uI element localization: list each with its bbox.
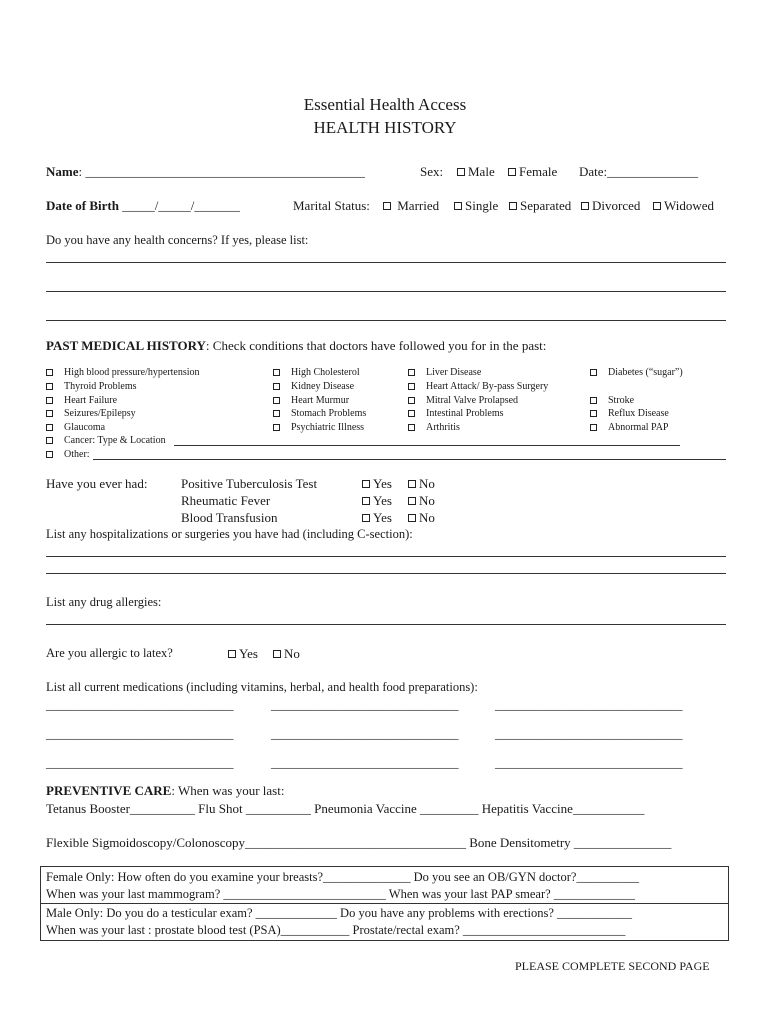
- ever-had-label: Have you ever had:: [46, 476, 148, 491]
- condition-item[interactable]: High blood pressure/hypertension: [64, 367, 200, 378]
- preventive-line-1[interactable]: Tetanus Booster__________ Flu Shot __________ Pneumonia Vaccine _________ Hepatitis Vaccine___________: [46, 801, 645, 816]
- medication-blank[interactable]: ______________________________: [271, 698, 459, 712]
- condition-item[interactable]: Stroke: [608, 395, 634, 406]
- checkbox-icon[interactable]: [408, 514, 416, 522]
- date-field[interactable]: Date:______________: [579, 164, 699, 179]
- medication-blank[interactable]: ______________________________: [46, 698, 234, 712]
- checkbox-icon[interactable]: [362, 480, 370, 488]
- checkbox-icon[interactable]: [46, 410, 53, 417]
- ever-had-item: Rheumatic Fever: [181, 493, 271, 508]
- preventive-line-2[interactable]: Flexible Sigmoidoscopy/Colonoscopy__________________________________ Bone Densitometry _______________: [46, 835, 672, 850]
- condition-item[interactable]: Arthritis: [426, 422, 460, 433]
- checkbox-icon[interactable]: [46, 369, 53, 376]
- dob-row: [46, 198, 240, 214]
- org-name: Essential Health Access: [303, 95, 467, 114]
- checkbox-icon[interactable]: [362, 497, 370, 505]
- latex-prompt: Are you allergic to latex?: [46, 646, 173, 660]
- form-title: HEALTH HISTORY: [313, 118, 457, 137]
- condition-item[interactable]: Glaucoma: [64, 422, 105, 433]
- condition-item[interactable]: High Cholesterol: [291, 367, 360, 378]
- checkbox-icon[interactable]: [383, 202, 391, 210]
- checkbox-icon[interactable]: [581, 202, 589, 210]
- medications-prompt: List all current medications (including vitamins, herbal, and health food preparations):: [46, 680, 478, 694]
- sex-male-option[interactable]: Male: [457, 164, 495, 180]
- checkbox-icon[interactable]: [273, 424, 280, 431]
- medication-blank[interactable]: ______________________________: [495, 698, 683, 712]
- checkbox-icon[interactable]: [273, 397, 280, 404]
- preventive-heading-row: [46, 783, 284, 799]
- latex-yes-option[interactable]: Yes: [228, 646, 258, 662]
- preventive-instruction: : When was your last:: [171, 783, 285, 798]
- no-option[interactable]: No: [408, 510, 435, 526]
- cancer-item[interactable]: Cancer: Type & Location: [64, 435, 166, 446]
- condition-item[interactable]: Stomach Problems: [291, 408, 366, 419]
- condition-item[interactable]: Diabetes (“sugar”): [608, 367, 683, 378]
- checkbox-icon[interactable]: [590, 369, 597, 376]
- condition-item[interactable]: Abnormal PAP: [608, 422, 668, 433]
- yes-option[interactable]: Yes: [362, 493, 392, 509]
- checkbox-icon[interactable]: [46, 451, 53, 458]
- condition-item[interactable]: Seizures/Epilepsy: [64, 408, 136, 419]
- allergies-prompt: List any drug allergies:: [46, 595, 162, 609]
- checkbox-icon[interactable]: [46, 437, 53, 444]
- marital-label: Marital Status:: [293, 198, 370, 213]
- no-option[interactable]: No: [408, 493, 435, 509]
- checkbox-icon[interactable]: [408, 497, 416, 505]
- name-row: [46, 164, 365, 180]
- name-label: Name: [46, 164, 79, 179]
- male-question-1[interactable]: Male Only: Do you do a testicular exam? _____________ Do you have any problems with erections? ____________: [46, 906, 632, 920]
- checkbox-icon[interactable]: [273, 383, 280, 390]
- medication-blank[interactable]: ______________________________: [495, 756, 683, 770]
- condition-item[interactable]: Heart Attack/ By-pass Surgery: [426, 381, 548, 392]
- condition-item[interactable]: Mitral Valve Prolapsed: [426, 395, 518, 406]
- checkbox-icon[interactable]: [590, 410, 597, 417]
- medication-blank[interactable]: ______________________________: [271, 756, 459, 770]
- medication-blank[interactable]: ______________________________: [46, 756, 234, 770]
- checkbox-icon[interactable]: [408, 410, 415, 417]
- hospitalizations-prompt: List any hospitalizations or surgeries you have had (including C-section):: [46, 527, 413, 541]
- concerns-line[interactable]: [46, 320, 726, 321]
- checkbox-icon[interactable]: [408, 383, 415, 390]
- checkbox-icon[interactable]: [509, 202, 517, 210]
- male-question-2[interactable]: When was your last : prostate blood test (PSA)___________ Prostate/rectal exam? __________________________: [46, 923, 626, 937]
- female-question-1[interactable]: Female Only: How often do you examine your breasts?______________ Do you see an OB/GYN doctor?__________: [46, 870, 639, 884]
- checkbox-icon[interactable]: [454, 202, 462, 210]
- concerns-line[interactable]: [46, 262, 726, 263]
- checkbox-icon[interactable]: [408, 397, 415, 404]
- condition-item[interactable]: Heart Murmur: [291, 395, 349, 406]
- condition-item[interactable]: Reflux Disease: [608, 408, 669, 419]
- hospitalizations-line[interactable]: [46, 573, 726, 574]
- medication-blank[interactable]: ______________________________: [495, 727, 683, 741]
- checkbox-icon[interactable]: [46, 397, 53, 404]
- marital-divorced-option[interactable]: Divorced: [581, 198, 640, 214]
- medication-blank[interactable]: ______________________________: [46, 727, 234, 741]
- pmh-heading-row: [46, 338, 546, 354]
- condition-item[interactable]: Heart Failure: [64, 395, 117, 406]
- sex-label: Sex:: [420, 164, 444, 179]
- condition-item[interactable]: Intestinal Problems: [426, 408, 504, 419]
- concerns-prompt: Do you have any health concerns? If yes, please list:: [46, 233, 309, 247]
- cancer-line[interactable]: [174, 445, 680, 446]
- checkbox-icon[interactable]: [590, 424, 597, 431]
- female-question-2[interactable]: When was your last mammogram? __________________________ When was your last PAP smear? _____________: [46, 887, 636, 901]
- checkbox-icon[interactable]: [408, 369, 415, 376]
- condition-item[interactable]: Liver Disease: [426, 367, 481, 378]
- latex-no-option[interactable]: No: [273, 646, 300, 662]
- checkbox-icon[interactable]: [273, 369, 280, 376]
- checkbox-icon[interactable]: [273, 410, 280, 417]
- preventive-heading: PREVENTIVE CARE: [46, 783, 172, 798]
- ever-had-item: Blood Transfusion: [181, 510, 278, 525]
- pmh-heading: PAST MEDICAL HISTORY: [46, 338, 206, 353]
- marital-separated-option[interactable]: Separated: [509, 198, 571, 214]
- checkbox-icon[interactable]: [362, 514, 370, 522]
- checkbox-icon[interactable]: [408, 480, 416, 488]
- condition-item[interactable]: Kidney Disease: [291, 381, 354, 392]
- allergies-line[interactable]: [46, 624, 726, 625]
- checkbox-icon[interactable]: [228, 650, 236, 658]
- checkbox-icon[interactable]: [408, 424, 415, 431]
- checkbox-icon[interactable]: [653, 202, 661, 210]
- dob-label: Date of Birth: [46, 198, 119, 213]
- dob-field[interactable]: _____/_____/_______: [118, 198, 240, 213]
- yes-option[interactable]: Yes: [362, 510, 392, 526]
- marital-widowed-option[interactable]: Widowed: [653, 198, 714, 214]
- checkbox-icon[interactable]: [46, 424, 53, 431]
- yes-option[interactable]: Yes: [362, 476, 392, 492]
- checkbox-icon[interactable]: [457, 168, 465, 176]
- marital-single-option[interactable]: Single: [454, 198, 498, 214]
- footer-note: PLEASE COMPLETE SECOND PAGE: [515, 959, 710, 973]
- checkbox-icon[interactable]: [273, 650, 281, 658]
- ever-had-item: Positive Tuberculosis Test: [181, 476, 318, 491]
- sex-female-option[interactable]: Female: [508, 164, 557, 180]
- checkbox-icon[interactable]: [590, 397, 597, 404]
- concerns-line[interactable]: [46, 291, 726, 292]
- pmh-instruction: : Check conditions that doctors have followed you for in the past:: [205, 338, 547, 353]
- condition-item[interactable]: Thyroid Problems: [64, 381, 137, 392]
- checkbox-icon[interactable]: [508, 168, 516, 176]
- name-field[interactable]: : ___________________________________________: [78, 164, 365, 179]
- medication-blank[interactable]: ______________________________: [271, 727, 459, 741]
- condition-item[interactable]: Psychiatric Illness: [291, 422, 364, 433]
- marital-married-option[interactable]: Married: [383, 198, 439, 214]
- no-option[interactable]: No: [408, 476, 435, 492]
- other-item[interactable]: Other:: [64, 449, 90, 460]
- other-line[interactable]: [93, 459, 726, 460]
- hospitalizations-line[interactable]: [46, 556, 726, 557]
- checkbox-icon[interactable]: [46, 383, 53, 390]
